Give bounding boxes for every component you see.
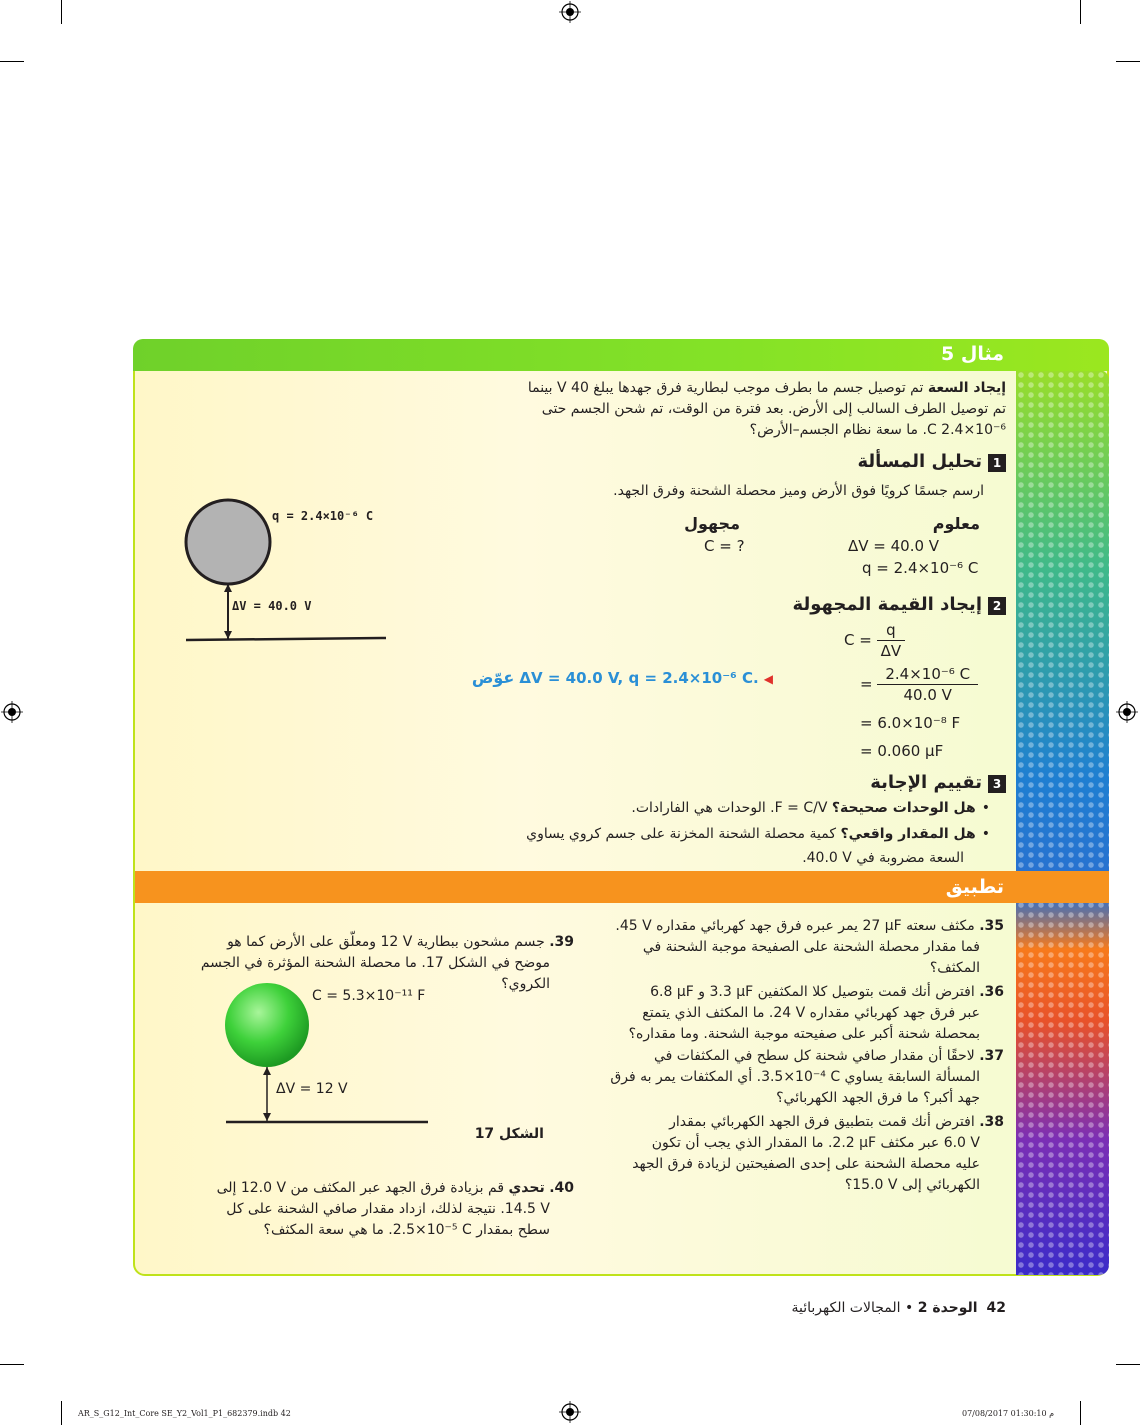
problem-line: المكثف؟ — [929, 960, 980, 976]
figure-voltage-label: ΔV = 12 V — [276, 1081, 348, 1097]
step3-bullet2-cont: السعة مضروبة في ‎40.0 V. — [802, 850, 964, 866]
eq-c-lhs: C = — [844, 631, 872, 649]
bullet-icon: • — [981, 800, 990, 816]
step3-title: تقييم الإجابة — [870, 772, 982, 793]
substitute-word: عوّض — [471, 668, 515, 687]
known-value-q: q = 2.4×10⁻⁶ C — [862, 559, 979, 577]
practice-problem-40 — [190, 1178, 574, 1241]
print-slug-right: 07/08/2017 01:30:10 م — [962, 1409, 1055, 1418]
step1-heading — [700, 451, 1006, 472]
problem-line: افترض أنك قمت بتوصيل كلا المكثفين ‎3.3 μF و ‎6.8 μF — [650, 984, 975, 1000]
practice-title: تطبيق — [945, 876, 1004, 898]
result-farads: = 6.0×10⁻⁸ F — [860, 714, 961, 732]
registration-mark-icon — [559, 1, 581, 23]
problem-number: 38. — [979, 1114, 1004, 1130]
diagram-voltage-label: ΔV = 40.0 V — [232, 599, 312, 613]
equation-capacitance — [844, 620, 905, 661]
example-problem — [470, 378, 1006, 441]
result-microfarads: = 0.060 μF — [860, 742, 944, 760]
bullet-text: F = C/V. الوحدات هي الفارادات. — [631, 800, 828, 816]
unknown-value: C = ? — [704, 537, 745, 555]
step-number-badge: 3 — [988, 775, 1006, 793]
footer-module: الوحدة 2 — [917, 1300, 978, 1316]
known-label: معلوم — [932, 514, 980, 533]
figure-caption: الشكل 17 — [474, 1126, 544, 1142]
equation-substitution — [860, 664, 978, 705]
figure-capacitance-label: C = 5.3×10⁻¹¹ F — [312, 988, 426, 1004]
step3-bullet1 — [500, 798, 990, 819]
step2-title: إيجاد القيمة المجهولة — [792, 594, 982, 615]
crop-mark — [1080, 0, 1081, 24]
page-number: 42 — [986, 1300, 1006, 1316]
crop-mark — [0, 1364, 24, 1365]
crop-mark — [1116, 61, 1140, 62]
practice-problem-36 — [606, 982, 1004, 1045]
substitute-expression: ΔV = 40.0 V, q = 2.4×10⁻⁶ C. — [519, 669, 759, 687]
triangle-right-icon: ◀ — [763, 672, 773, 686]
step1-text: ارسم جسمًا كرويًا فوق الأرض وميز محصلة الشحنة وفرق الجهد. — [613, 483, 984, 499]
problem-line: سطح بمقدار ‎2.5×10⁻⁵ C. ما هي سعة المكثف؟ — [263, 1222, 550, 1238]
substitute-note — [463, 668, 773, 687]
problem-line: الكهربائي إلى ‎15.0 V؟ — [844, 1177, 980, 1193]
problem-line: المسألة السابقة يساوي ‎3.5×10⁻⁴ C. أي المكثفات يمر به فرق — [610, 1069, 980, 1085]
bullet-lead: هل المقدار واقعي؟ — [840, 826, 976, 842]
diagram-charge-label: q = 2.4×10⁻⁶ C — [272, 509, 374, 523]
known-value-dv: ΔV = 40.0 V — [848, 537, 940, 555]
practice-problem-38 — [606, 1112, 1004, 1196]
registration-mark-icon — [1116, 701, 1138, 723]
decorative-strip — [1016, 370, 1109, 1275]
problem-line: جهد أكبر؟ ما فرق الجهد الكهربائي؟ — [776, 1090, 980, 1106]
crop-mark — [61, 1401, 62, 1425]
fraction-denominator: 40.0 V — [903, 686, 952, 704]
fraction-q-over-dv — [877, 620, 906, 661]
crop-mark — [1116, 1364, 1140, 1365]
problem-line: فما مقدار محصلة الشحنة على الصفيحة موجبة الشحنة في — [642, 939, 980, 955]
problem-line: مكثف سعته ‎27 μF يمر عبره فرق جهد كهربائي مقداره ‎45 V. — [615, 918, 975, 934]
registration-mark-icon — [559, 1401, 581, 1423]
problem-line: تم توصيل الطرف السالب إلى الأرض. بعد فترة من الوقت، تم شحن الجسم حتى — [541, 401, 1006, 417]
fraction-values — [877, 664, 978, 705]
step-number-badge: 2 — [988, 597, 1006, 615]
problem-number: 37. — [979, 1048, 1004, 1064]
problem-number: 36. — [979, 984, 1004, 1000]
problem-number: 40. — [549, 1180, 574, 1196]
equals-sign: = — [860, 675, 873, 693]
print-slug-left: AR_S_G12_Int_Core SE_Y2_Vol1_P1_682379.indb 42 — [78, 1409, 291, 1418]
step1-title: تحليل المسألة — [857, 451, 982, 472]
step3-bullet2 — [500, 824, 990, 845]
page-footer: 42 الوحدة 2 • المجالات الكهربائية — [791, 1300, 1006, 1316]
crop-mark — [0, 61, 24, 62]
bullet-icon: • — [981, 826, 990, 842]
step3-heading — [700, 772, 1006, 793]
problem-line: تم توصيل جسم ما بطرف موجب لبطارية فرق جهدها يبلغ 40 V بينما — [527, 380, 924, 396]
problem-line: ‎6.0 V عبر مكثف ‎2.2 μF. ما المقدار الذي يجب أن تكون — [651, 1135, 980, 1151]
fraction-numerator: 2.4×10⁻⁶ C — [877, 664, 978, 685]
problem-line: جسم مشحون ببطارية ‎12 V ومعلّق على الأرض كما هو — [227, 934, 545, 950]
crop-mark — [1080, 1401, 1081, 1425]
practice-problem-37 — [606, 1046, 1004, 1109]
problem-line: عليه محصلة الشحنة على إحدى الصفيحتين لزيادة فرق الجهد — [632, 1156, 980, 1172]
problem-line: عبر فرق جهد كهربائي مقداره ‎24 V. ما المكثف الذي يتمتع — [642, 1005, 980, 1021]
fraction-denominator: ΔV — [880, 642, 902, 660]
problem-line: C ‎2.4×10⁻⁶. ما سعة نظام الجسم–الأرض؟ — [749, 422, 1006, 438]
crop-mark — [61, 0, 62, 24]
step2-heading — [700, 594, 1006, 615]
step-number-badge: 1 — [988, 454, 1006, 472]
problem-line: موضح في الشكل 17. ما محصلة الشحنة المؤثرة في الجسم — [200, 955, 550, 971]
practice-problem-35 — [606, 916, 1004, 979]
unknown-label: مجهول — [684, 514, 740, 533]
footer-title: المجالات الكهربائية — [791, 1300, 901, 1316]
problem-line: بمحصلة شحنة أكبر على صفيحته موجبة الشحنة. وما مقداره؟ — [628, 1026, 980, 1042]
challenge-lead: تحدي — [508, 1180, 545, 1196]
example-title: مثال 5 — [941, 343, 1004, 365]
problem-line: الكروي؟ — [501, 976, 550, 992]
problem-number: 39. — [549, 934, 574, 950]
problem-number: 35. — [979, 918, 1004, 934]
fraction-numerator: q — [877, 620, 906, 641]
problem-line: افترض أنك قمت بتطبيق فرق الجهد الكهربائي بمقدار — [669, 1114, 975, 1130]
registration-mark-icon — [1, 701, 23, 723]
problem-line: لاحقًا أن مقدار صافي شحنة كل سطح في المكثفات في — [653, 1048, 975, 1064]
problem-lead: إيجاد السعة — [927, 380, 1006, 396]
problem-line: قم بزيادة فرق الجهد عبر المكثف من ‎12.0 V إلى — [216, 1180, 505, 1196]
bullet-lead: هل الوحدات صحيحة؟ — [831, 800, 976, 816]
problem-line: ‎14.5 V. نتيجة لذلك، ازداد مقدار صافي الشحنة على كل — [226, 1201, 550, 1217]
bullet-text: كمية محصلة الشحنة المخزنة على جسم كروي يساوي — [526, 826, 836, 842]
